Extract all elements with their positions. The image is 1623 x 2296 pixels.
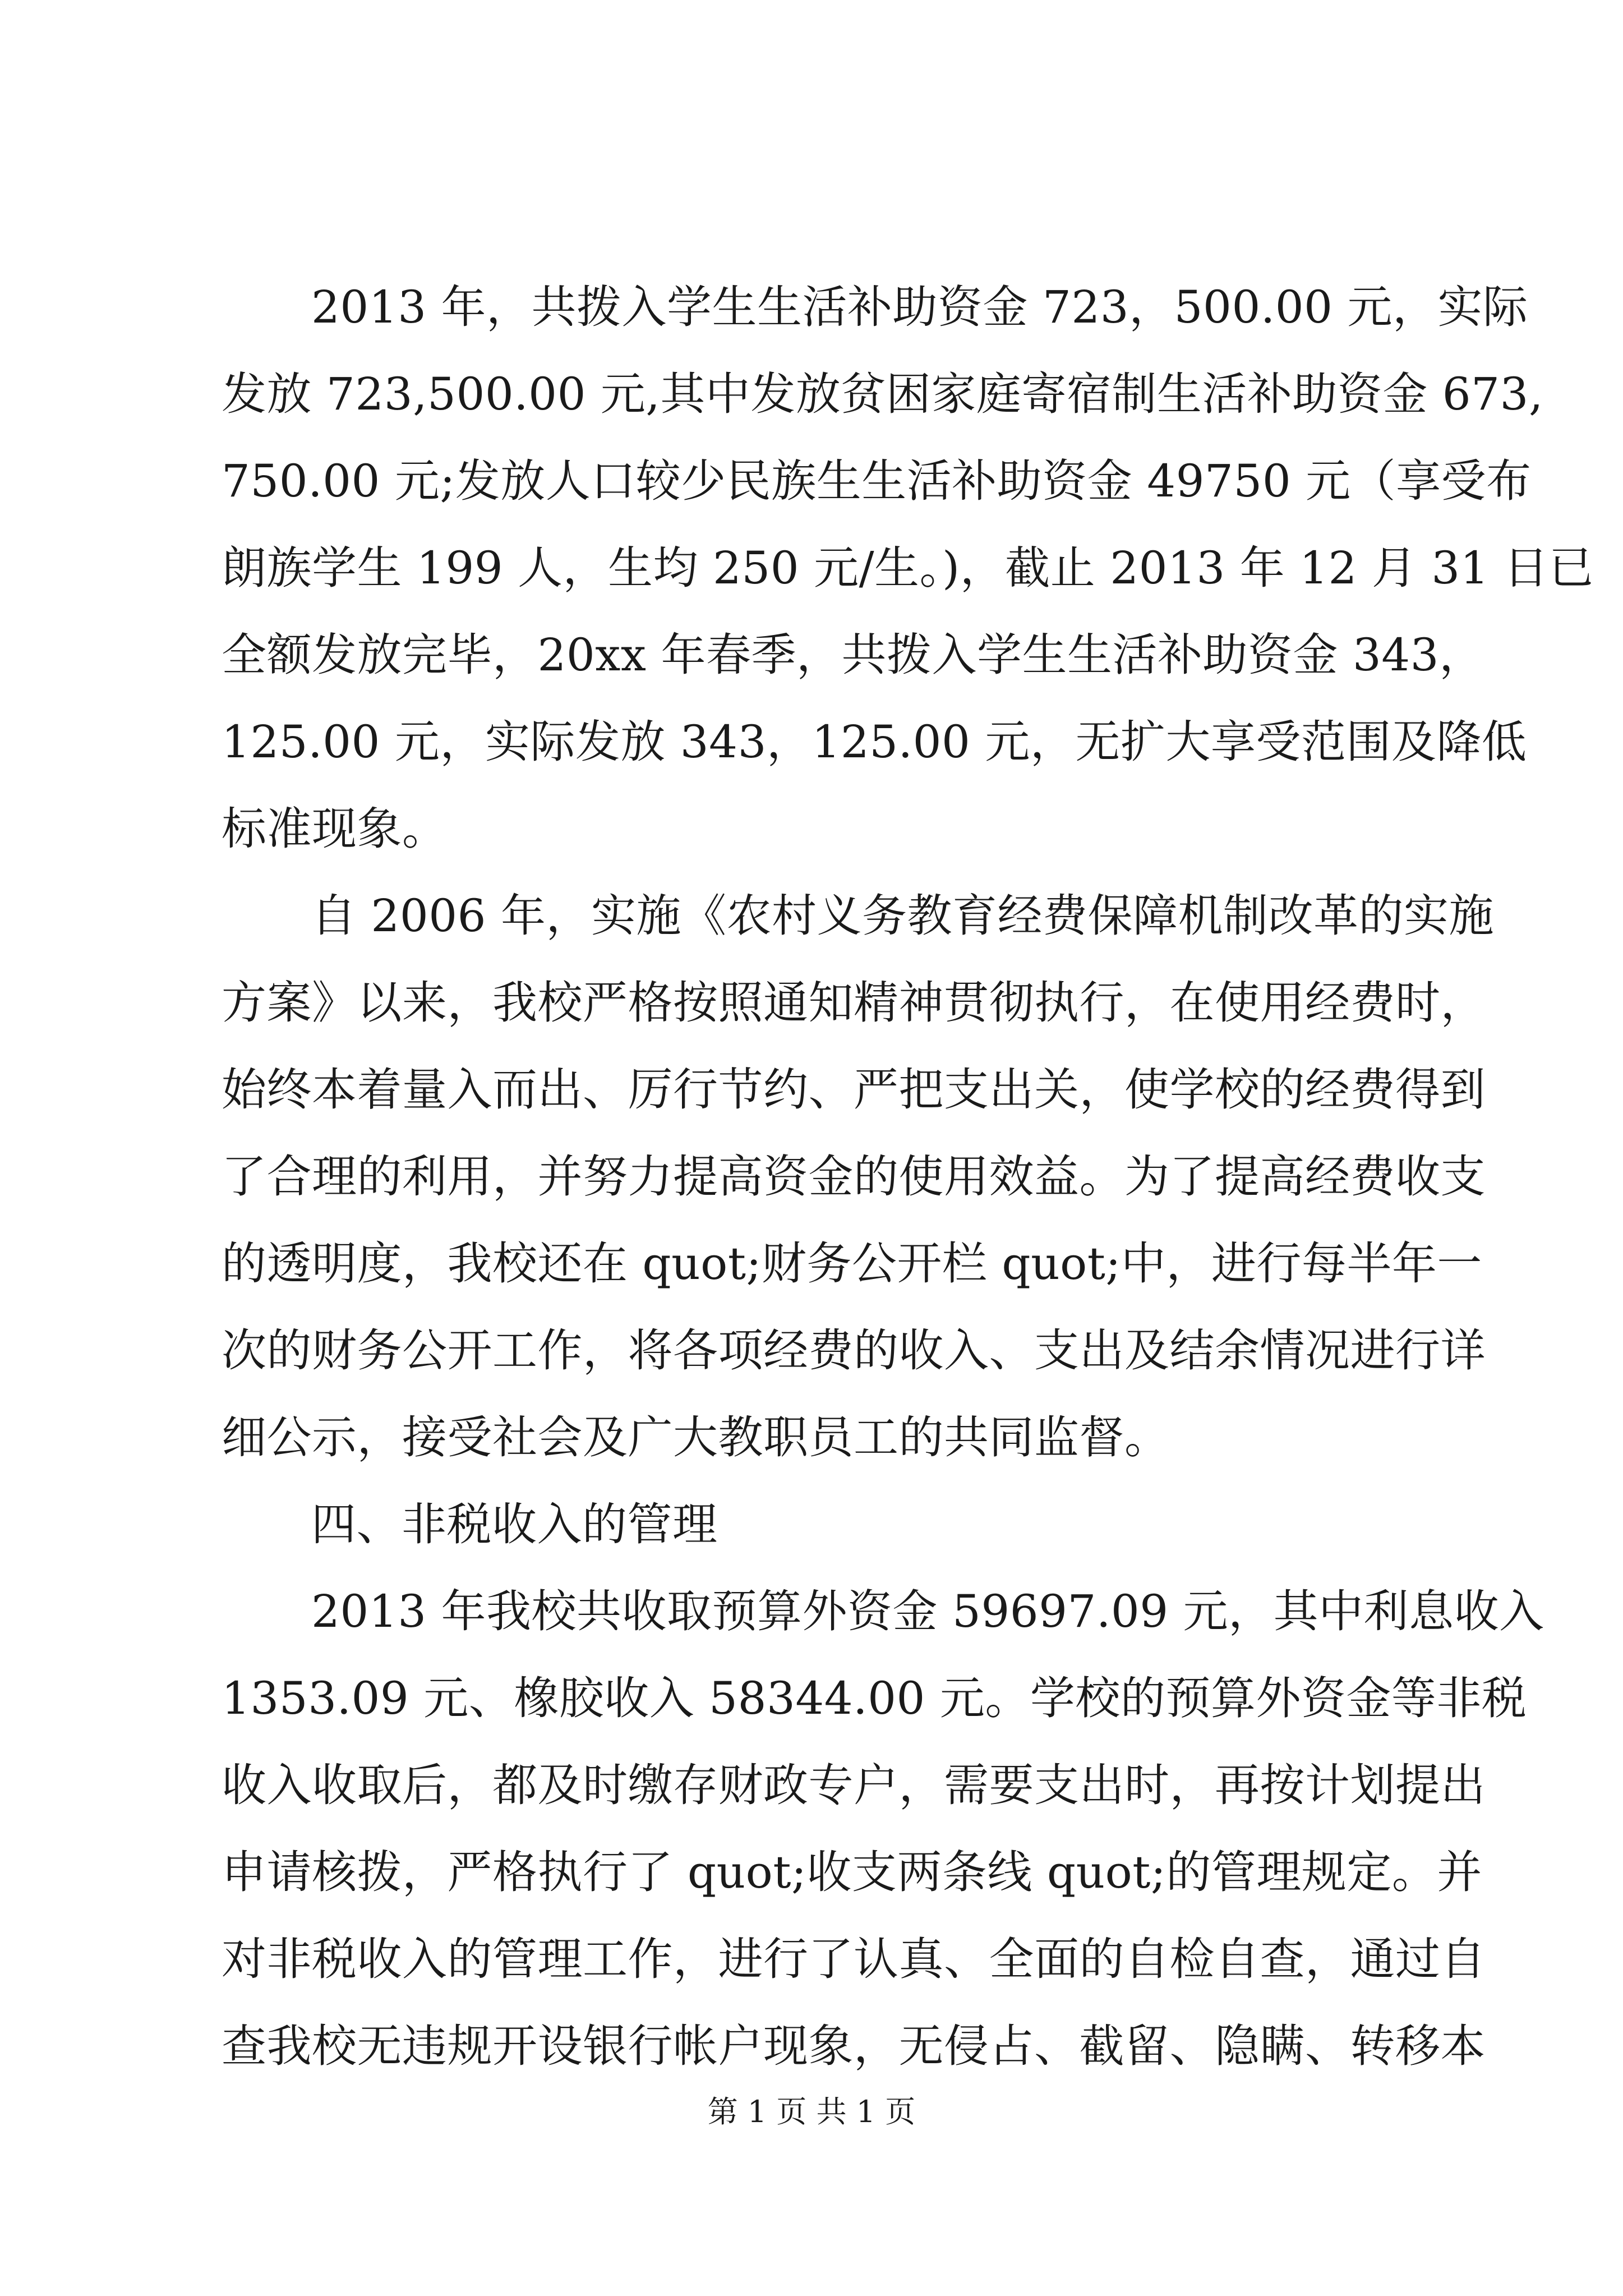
paragraph-line: 方案》以来，我校严格按照通知精神贯彻执行，在使用经费时，: [222, 977, 1486, 1029]
paragraph-line: 次的财务公开工作，将各项经费的收入、支出及结余情况进行详: [222, 1324, 1486, 1377]
paragraph-line: 125.00 元，实际发放 343，125.00 元，无扩大享受范围及降低: [222, 716, 1527, 768]
paragraph-line: 750.00 元;发放人口较少民族生生活补助资金 49750 元（享受布: [222, 455, 1532, 507]
paragraph-line: 查我校无违规开设银行帐户现象，无侵占、截留、隐瞒、转移本: [222, 2020, 1486, 2072]
paragraph-line: 2013 年我校共收取预算外资金 59697.09 元，其中利息收入: [311, 1585, 1544, 1637]
paragraph-line: 收入收取后，都及时缴存财政专户，需要支出时，再按计划提出: [222, 1759, 1486, 1811]
paragraph-line: 标准现象。: [222, 803, 448, 855]
paragraph-line: 始终本着量入而出、厉行节约、严把支出关，使学校的经费得到: [222, 1064, 1486, 1116]
section-heading: 四、非税收入的管理: [311, 1498, 718, 1550]
paragraph-line: 朗族学生 199 人，生均 250 元/生。)，截止 2013 年 12 月 31 日已: [222, 542, 1594, 594]
document-body: [222, 264, 1594, 2090]
page-footer: 第 1 页 共 1 页: [707, 2094, 916, 2129]
paragraph-line: 对非税收入的管理工作，进行了认真、全面的自检自查，通过自: [222, 1933, 1486, 1985]
paragraph-line: 的透明度，我校还在 quot;财务公开栏 quot;中，进行每半年一: [222, 1237, 1482, 1290]
paragraph-line: 细公示，接受社会及广大教职员工的共同监督。: [222, 1411, 1170, 1464]
paragraph-line: 全额发放完毕，20xx 年春季，共拨入学生生活补助资金 343，: [222, 629, 1484, 681]
paragraph-line: 发放 723,500.00 元,其中发放贫困家庭寄宿制生活补助资金 673,: [222, 368, 1543, 420]
paragraph-line: 了合理的利用，并努力提高资金的使用效益。为了提高经费收支: [222, 1151, 1486, 1203]
paragraph-line: 自 2006 年，实施《农村义务教育经费保障机制改革的实施: [311, 890, 1494, 942]
paragraph-line: 2013 年，共拨入学生生活补助资金 723，500.00 元，实际: [311, 281, 1528, 333]
paragraph-line: 1353.09 元、橡胶收入 58344.00 元。学校的预算外资金等非税: [222, 1672, 1527, 1724]
paragraph-line: 申请核拨，严格执行了 quot;收支两条线 quot;的管理规定。并: [222, 1846, 1482, 1898]
